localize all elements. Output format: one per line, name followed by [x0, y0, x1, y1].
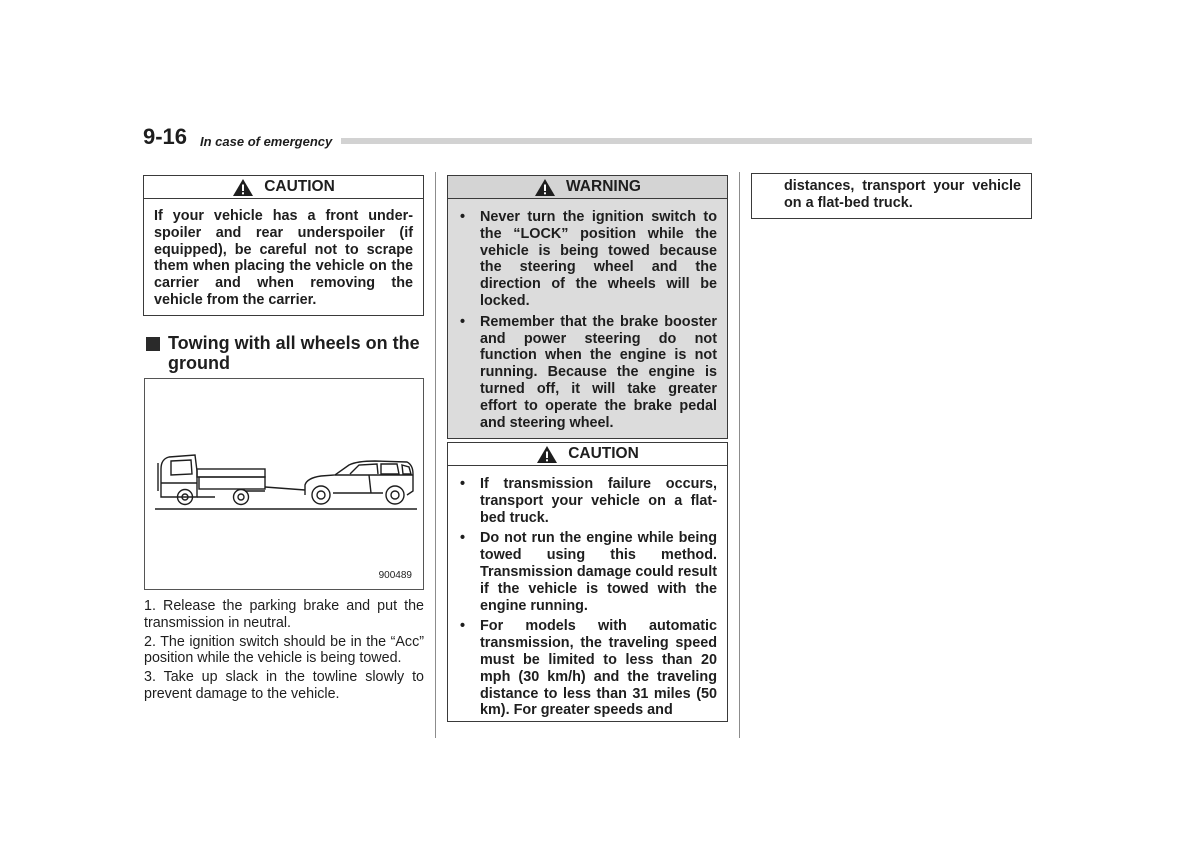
- section-heading-text: Towing with all wheels on the ground: [168, 333, 420, 373]
- towing-figure: [144, 378, 424, 590]
- caution-box-1-text: If your vehicle has a front under-spoiler and rear underspoiler (if equipped), be careful not to scrape them when placing the vehicle on the carrier and when removing the vehicle from the carrier.: [154, 208, 413, 308]
- step-1: 1. Release the parking brake and put the transmission in neutral.: [144, 598, 424, 631]
- step-3: 3. Take up slack in the towline slowly to prevent damage to the vehicle.: [144, 669, 424, 702]
- section-heading: [146, 334, 426, 373]
- caution-item-2: • Do not run the engine while being towed using this method. Transmission damage could result if the vehicle is towed with the engine running.: [460, 530, 717, 614]
- column-divider-2: [739, 172, 740, 738]
- section-title: In case of emergency: [200, 134, 333, 149]
- caution-continuation-text: distances, transport your vehicle on a flat-bed truck.: [784, 178, 1021, 211]
- caution-box-1-title: CAUTION: [264, 178, 335, 195]
- warning-box-title: WARNING: [566, 178, 641, 195]
- page-header: [143, 124, 1032, 154]
- warning-triangle-icon: [536, 445, 558, 464]
- caution-box-1-body: [143, 199, 424, 316]
- warning-item-1: • Never turn the ignition switch to the “LOCK” position while the vehicle is being towed because the steering wheel and the direction of the wheels will be locked.: [460, 209, 717, 309]
- header-rule: [341, 138, 1032, 144]
- caution-item-3: • For models with automatic transmission, the traveling speed must be limited to less than 20 mph (30 km/h) and the traveling distance to less than 31 miles (50 km). For greater speeds and: [460, 618, 717, 719]
- heading-square-icon: [146, 337, 160, 351]
- caution-box-1-header: [143, 175, 424, 199]
- caution-box-2-title: CAUTION: [568, 445, 639, 462]
- towing-illustration: [145, 379, 422, 588]
- caution-box-2-body: [447, 466, 728, 722]
- caution-box-2-header: [447, 442, 728, 466]
- step-2: 2. The ignition switch should be in the “Acc” position while the vehicle is being towed.: [144, 633, 424, 667]
- warning-box-body: [447, 199, 728, 439]
- instruction-steps: [144, 598, 424, 705]
- warning-triangle-icon: [232, 178, 254, 197]
- warning-box: [447, 175, 728, 439]
- warning-item-2: • Remember that the brake booster and power steering do not function when the engine is not running. Because the engine is turned off, it will take greater effort to operate the brake pedal and steering wheel.: [460, 313, 717, 431]
- caution-box-2: [447, 442, 728, 722]
- page-number: 9-16: [143, 124, 188, 149]
- caution-continuation-box: [751, 173, 1032, 219]
- caution-box-1: [143, 175, 424, 316]
- caution-item-1: • If transmission failure occurs, transport your vehicle on a flat-bed truck.: [460, 476, 717, 526]
- warning-box-header: [447, 175, 728, 199]
- warning-triangle-icon: [534, 178, 556, 197]
- column-divider-1: [435, 172, 436, 738]
- figure-code: 900489: [378, 570, 412, 581]
